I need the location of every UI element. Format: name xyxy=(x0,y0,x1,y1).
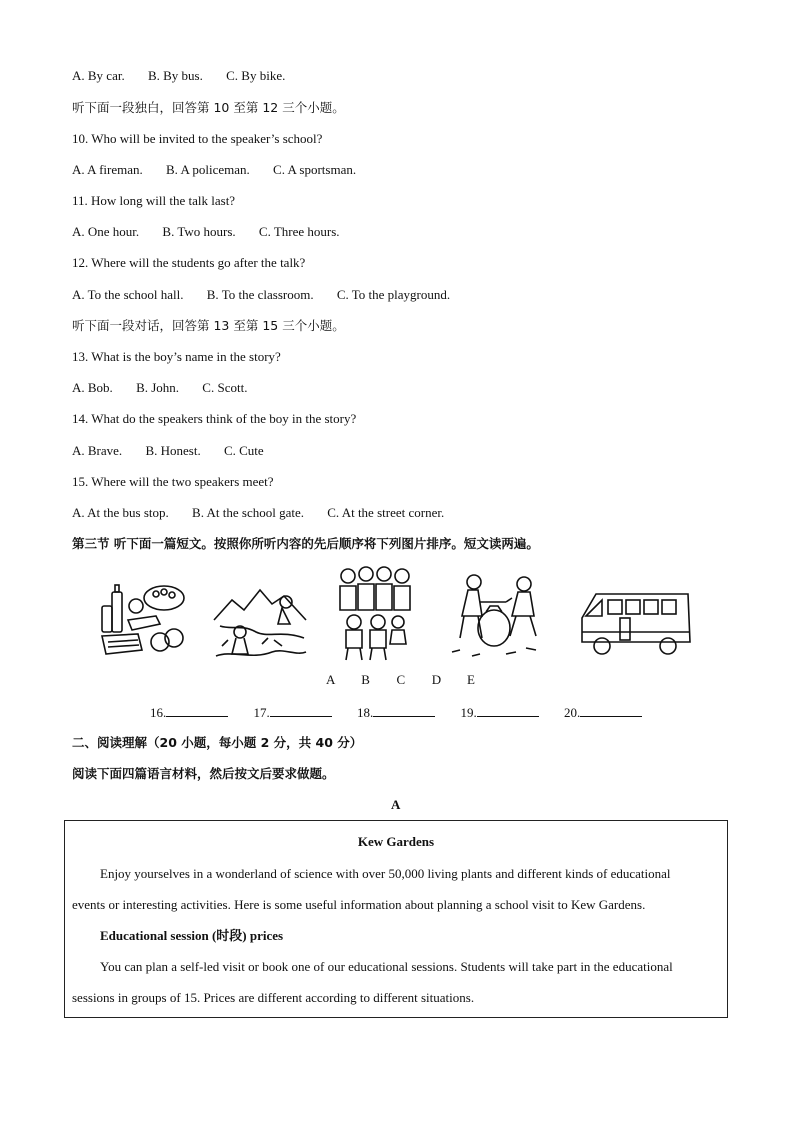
blank-number: 18. xyxy=(357,705,374,720)
answer-blank-17[interactable] xyxy=(254,704,332,721)
blank-number: 16. xyxy=(150,705,167,720)
picture-letter-c: C xyxy=(396,672,406,687)
passage-p2-line2: sessions in groups of 15. Prices are different according to different situations. xyxy=(72,990,475,1005)
blank-number: 19. xyxy=(460,705,477,720)
picture-d-cleaning-up xyxy=(446,572,542,662)
picture-letter-b: B xyxy=(361,672,370,687)
part2-instruction: 阅读下面四篇语言材料，然后按文后要求做题。 xyxy=(72,766,335,781)
picture-a-food xyxy=(98,580,188,660)
answer-blank-18[interactable] xyxy=(357,704,435,721)
q9-option-c: C. By bike. xyxy=(226,68,286,83)
passage-p1-line2: events or interesting activities. Here is some useful information about planning a school visit to Kew Gardens. xyxy=(72,897,646,912)
q10-option-c: C. A sportsman. xyxy=(273,162,357,177)
picture-letters xyxy=(326,672,499,688)
answer-blanks xyxy=(150,704,664,721)
q12-option-a: A. To the school hall. xyxy=(72,287,184,302)
blank-number: 20. xyxy=(564,705,581,720)
q9-option-a: A. By car. xyxy=(72,68,125,83)
q11-stem: 11. How long will the talk last? xyxy=(72,193,236,208)
q13-options xyxy=(72,380,267,396)
q15-option-b: B. At the school gate. xyxy=(192,505,304,520)
q10-stem: 10. Who will be invited to the speaker’s school? xyxy=(72,131,323,146)
answer-blank-19[interactable] xyxy=(461,704,539,721)
q12-options xyxy=(72,287,470,303)
q10-option-b: B. A policeman. xyxy=(166,162,250,177)
q14-option-a: A. Brave. xyxy=(72,443,123,458)
monologue-instruction: 听下面一段独白，回答第 10 至第 12 三个小题。 xyxy=(72,100,345,115)
passage-box xyxy=(64,820,728,1018)
q11-options xyxy=(72,224,360,240)
q11-option-c: C. Three hours. xyxy=(258,224,340,239)
passage-label: A xyxy=(391,797,401,812)
blank-line xyxy=(166,704,228,717)
part2-title: 二、阅读理解（20 小题，每小题 2 分，共 40 分） xyxy=(72,735,363,750)
blank-line xyxy=(580,704,642,717)
q15-stem: 15. Where will the two speakers meet? xyxy=(72,474,274,489)
passage-subheading: Educational session (时段) prices xyxy=(100,928,284,943)
q12-option-c: C. To the playground. xyxy=(336,287,451,302)
dialogue-instruction: 听下面一段对话，回答第 13 至第 15 三个小题。 xyxy=(72,318,345,333)
picture-e-bus xyxy=(578,588,694,660)
section3-title: 第三节 听下面一篇短文。按照你所听内容的先后顺序将下列图片排序。短文读两遍。 xyxy=(72,536,539,551)
answer-blank-20[interactable] xyxy=(564,704,642,721)
q11-option-a: A. One hour. xyxy=(72,224,140,239)
q11-option-b: B. Two hours. xyxy=(162,224,236,239)
picture-letter-d: D xyxy=(431,672,442,687)
blank-line xyxy=(477,704,539,717)
picture-letter-e: E xyxy=(467,672,475,687)
q9-options xyxy=(72,68,305,84)
q12-stem: 12. Where will the students go after the talk? xyxy=(72,255,306,270)
blank-line xyxy=(270,704,332,717)
picture-c-group-of-children xyxy=(334,564,416,662)
blank-number: 17. xyxy=(253,705,270,720)
passage-title: Kew Gardens xyxy=(357,834,435,849)
q14-option-b: B. Honest. xyxy=(145,443,201,458)
q14-option-c: C. Cute xyxy=(223,443,264,458)
q13-option-c: C. Scott. xyxy=(202,380,248,395)
q10-option-a: A. A fireman. xyxy=(72,162,143,177)
passage-p1-line1: Enjoy yourselves in a wonderland of science with over 50,000 living plants and different kinds of educational xyxy=(100,866,671,881)
q15-options xyxy=(72,505,464,521)
q14-stem: 14. What do the speakers think of the boy in the story? xyxy=(72,411,357,426)
q13-option-b: B. John. xyxy=(136,380,180,395)
q10-options xyxy=(72,162,376,178)
picture-letter-a: A xyxy=(326,672,336,687)
q13-stem: 13. What is the boy’s name in the story? xyxy=(72,349,281,364)
picture-b-mountain-climbing xyxy=(212,580,308,662)
blank-line xyxy=(373,704,435,717)
passage-p2-line1: You can plan a self-led visit or book one of our educational sessions. Students will take part in the educational xyxy=(100,959,673,974)
q13-option-a: A. Bob. xyxy=(72,380,113,395)
q9-option-b: B. By bus. xyxy=(147,68,203,83)
answer-blank-16[interactable] xyxy=(150,704,228,721)
q14-options xyxy=(72,443,284,459)
q15-option-a: A. At the bus stop. xyxy=(72,505,169,520)
q15-option-c: C. At the street corner. xyxy=(327,505,445,520)
q12-option-b: B. To the classroom. xyxy=(206,287,314,302)
